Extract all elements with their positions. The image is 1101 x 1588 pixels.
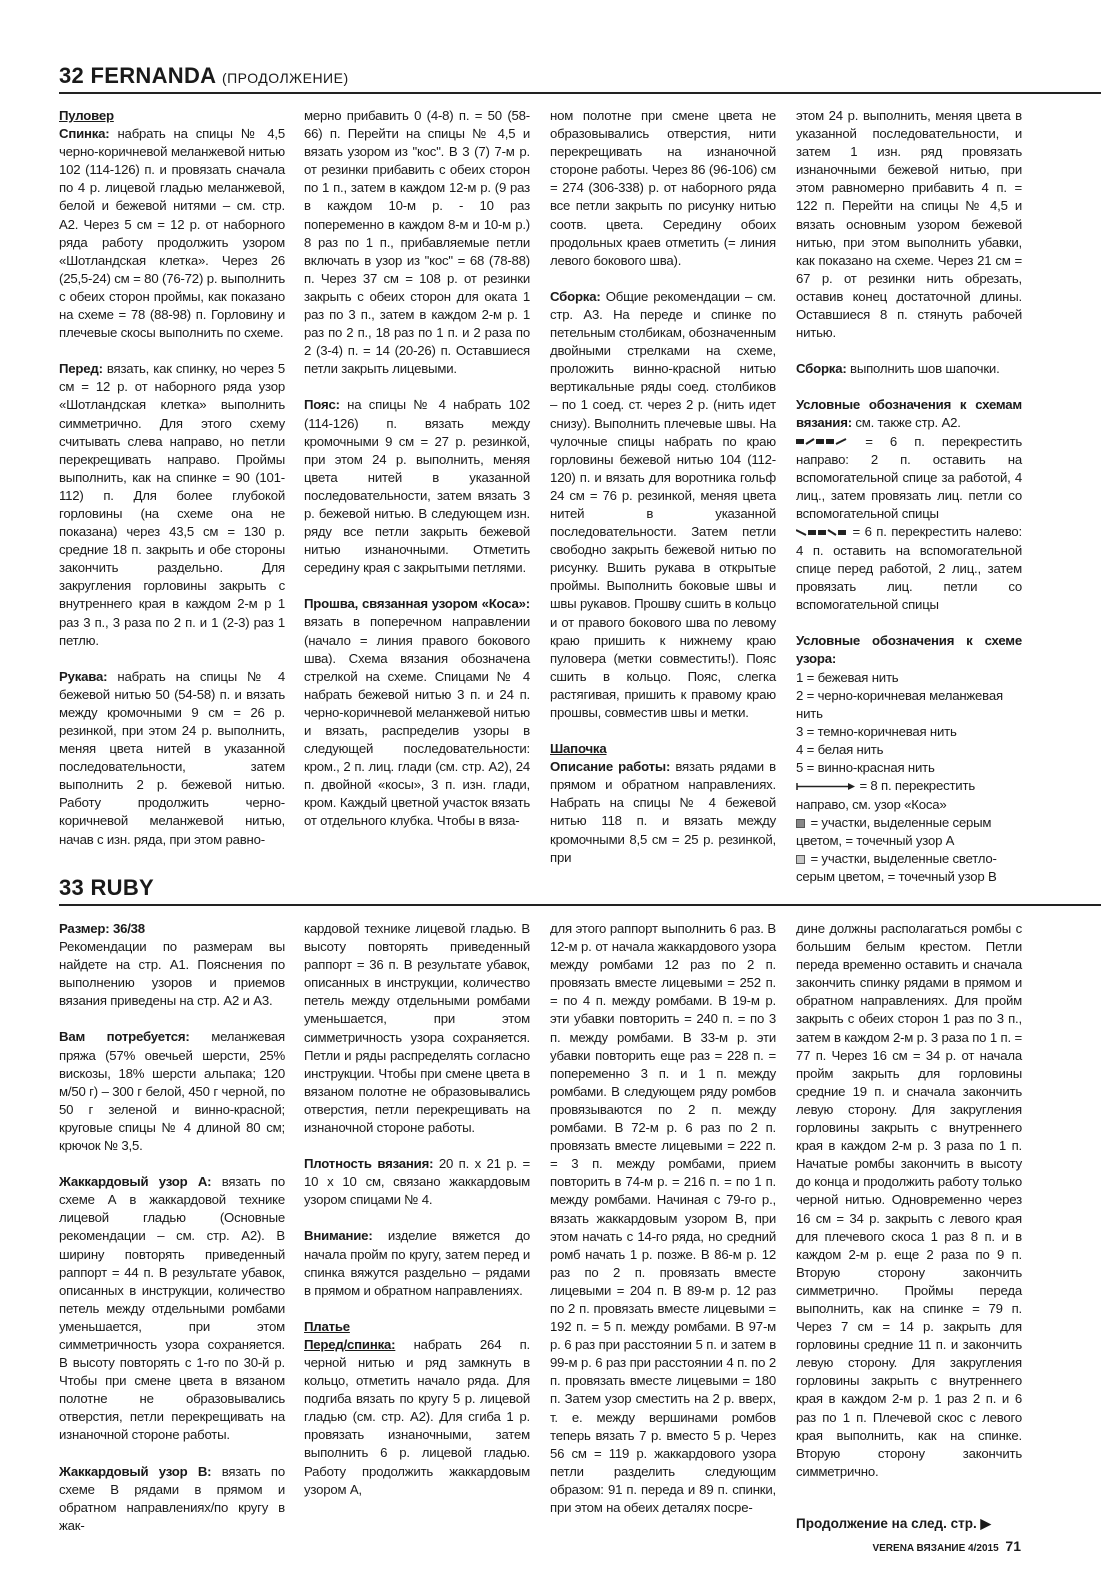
jacquard-a-label: Жаккардовый узор А: (59, 1174, 212, 1190)
s33-column-2 (304, 920, 530, 1517)
hat-continued: этом 24 р. выполнить, меняя цвета в указанной последовательности, и затем 1 изн. ряд провязать изнаночными бежевой нитью, при этом равномерно прибавить 4 п. = 122 п. Перейти на спицы № 4,5 и вязать основным узором бежевой нитью, при этом выполнить убавки, как показано на схеме. Через 21 см = 67 р. от резинки нить обрезать, оставив конец достаточной длины. Оставшиеся 8 п. стянуть рабочей нитью. (796, 108, 1022, 341)
section-header-32 (59, 64, 1101, 94)
need-text: меланжевая пряжа (57% овечьей шерсти, 25% вискозы, 18% шерсти альпака; 120 м/50 г) – 300 г белой, 450 г черной, по 50 г зеленой и винно-красной; круговые спицы № 4 длиной 80 см; крючок № 3,5. (59, 1029, 285, 1154)
front-label: Перед: (59, 361, 103, 377)
page-footer (872, 1538, 1021, 1554)
magazine-name: VERENA ВЯЗАНИЕ 4/2015 (872, 1543, 999, 1554)
sleeves-label: Рукава: (59, 668, 108, 684)
dress-continued-2: дине должны располагаться ромбы с большим белым крестом. Петли переда временно оставить и сначала закончить спинку рядами в прямом и обратном направлениях. Для пройм закрыть с обеих сторон 1 раз по 3 п., затем в каждом 2-м р. 3 раза по 1 п. = 77 п. Через 16 см = 34 р. от начала пройм закрыть для горловины средние 19 п. и сначала закончить левую сторону. Для закругления горловины закрыть с внутреннего края в каждом 2-м р. 3 раза по 1 п. Начатые ромбы закончить в высоту до конца и продолжить работу только черной нитью. Одновременно через 16 см = 34 р. закрыть с левого края для плечевого скоса 1 раз 8 п. и в каждом 2-м р. еще 2 раза по 9 п. Вторую сторону закончить симметрично. Проймы переда выполнить, как на спинке = 79 п. Через 7 см = 14 р. закрыть для горловины средние 11 п. и закончить левую сторону. Для закругления горловины закрыть с внутреннего края в каждом 2-м р. 1 раз 2 п. и 6 раз по 1 п. Плечевой скос с левого края выполнить, как на спинке. Вторую сторону закончить симметрично. (796, 921, 1022, 1479)
jacquard-a-text: вязать по схеме А в жаккардовой технике лицевой гладью (Основные рекомендации – см. стр. А2). В ширину повторять приведенный раппорт = 44 п. В результате убавок, описанных в инструкции, количество петель между отдельными ромбами уменьшается, при этом симметричность узора сохраняется. В высоту повторять с 1-го по 30-й р. Чтобы при смене цвета в вязаном полотне не образовывались отверстия, петли перекрещивать на изнаночной стороне работы. (59, 1174, 285, 1443)
jacquard-b-text: вязать по схеме В рядами в прямом и обратном направлениях/по кругу в жак- (59, 1463, 285, 1533)
belt-label: Пояс: (304, 397, 340, 413)
s33-column-3 (550, 920, 776, 1535)
assembly2-label: Сборка: (796, 361, 847, 377)
dress-continued: для этого раппорт выполнить 6 раз. В 12-м р. от начала жаккардового узора между ромбами 12 раз по 2 п. провязать вместе лицевыми = 252 п. = по 4 п. между ромбами. В 19-м р. эти убавки повторить = 240 п. = по 3 п. между ромбами. В 33-м р. эти убавки повторить еще раз = 228 п. = попеременно 3 п. и 1 п. между ромбами. В следующем ряду ромбов провязываются по 2 п. между ромбами. В 72-м р. 6 раз по 2 п. провязать вместе лицевыми = 222 п. = 3 п. между ромбами, прием повторить в 74-м р. = 216 п. = по 1 п. между ромбами. Начиная с 79-го р., вязать жаккардовым узором В, при этом начать с 14-го ряда, но средний ромб начать 1 р. позже. В 86-м р. 12 раз по 2 п. провязать вместе лицевыми = 204 п. В 89-м р. 12 раз по 2 п. провязать вместе лицевыми = 192 п. = 5 п. между ромбами. В 97-м р. 6 раз при расстоянии 5 п. и затем в 99-м р. 6 раз при расстоянии 4 п. по 2 п. провязать вместе лицевыми = 180 п. Затем узор сместить на 2 р. вверх, т. е. между вершинами ромбов теперь вязать 7 р. вместо 5 р. Через 56 см = 119 р. жаккардового узора петли разделить следующим образом: 91 п. переда и 89 п. спинки, при этом на обеих деталях посре- (550, 921, 776, 1515)
cable-cross-left-icon (796, 524, 848, 542)
hat-label: Описание работы: (550, 759, 671, 775)
s32-column-3 (550, 107, 776, 885)
light-gray-square-icon (796, 855, 805, 864)
legend2-label: Условные обозначения к схеме узора: (796, 633, 1022, 667)
continue-link: Продолжение на след. стр. ▶ (796, 1516, 991, 1531)
page-number: 71 (1005, 1538, 1021, 1554)
legend2-arrow: = 8 п. перекрестить направо, см. узор «Коса» (796, 778, 975, 812)
gray-square-icon (796, 819, 805, 828)
s33-column-4 (796, 920, 1022, 1499)
s32-column-2 (304, 107, 530, 849)
back-text: набрать на спицы № 4,5 черно-коричневой меланжевой нитью 102 (114-126) п. и провязать сначала по 4 р. лицевой гладью меланжевой, белой и бежевой нитями – см. стр. А2. Через 5 см = 12 р. от наборного ряда работу продолжить узором «Шотландская клетка». Через 26 (25,5-24) см = 80 (76-72) р. выполнить с обеих сторон проймы, как показано на схеме = 78 (88-98) п. Горловину и плечевые скосы выполнить по схеме. (59, 126, 285, 341)
heading-pullover: Пуловер (59, 108, 114, 123)
strip-continued: ном полотне при смене цвета не образовывались отверстия, нити перекрещивать на изнаночной стороне работы. Через 86 (96-106) см = 274 (306-338) р. от наборного ряда все петли закрыть по рисунку нитью соотв. цвета. Середину обоих продольных краев отметить (= линия левого бокового шва). (550, 108, 776, 268)
front-text: вязать, как спинку, но через 5 см = 12 р. от наборного ряда узор «Шотландская клетка» выполнить симметрично. Для этого схему считывать слева направо, но петли перекрещивать направо. Проймы выполнить, как на спинке = 90 (101-112) п. Для более глубокой горловины (на схеме она не показана) через 43,5 см = 130 р. средние 18 п. закрыть и обе стороны закончить раздельно. Для закругления горловины закрыть с внутреннего края в каждом 2-м р 1 раз 3 п., 3 раза по 2 п. и 1 (2-3) раз 1 петлю. (59, 361, 285, 648)
sleeves-text: набрать на спицы № 4 бежевой нитью 50 (54-58) п. и вязать между кромочными 9 см = 26 р. резинкой, при этом 24 р. выполнить, меняя цвета нитей в указанной последовательности, затем выполнить 2 р. бежевой нитью. Работу продолжить черно-коричневой меланжевой нитью, начав с изн. ряда, при этом равно- (59, 668, 285, 847)
sleeves-continued: мерно прибавить 0 (4-8) п. = 50 (58-66) п. Перейти на спицы № 4,5 и вязать узором из "кос". В 3 (7) 7-м р. от резинки прибавить с обеих сторон по 1 п., затем в каждом 12-м р. (9 раз в каждом 10-м р. - 10 раз попеременно в каждом 8-м и 10-м р.) 8 раз по 1 п., прибавляемые петли включать в узор из "кос" = 68 (78-88) п. Через 37 см = 108 р. от резинки закрыть с обеих сторон для оката 1 раз по 3 п., затем в каждом 2-м р. 1 раз по 2 п., 18 раз по 1 п. и 2 раза по 2 (3-4) п. = 14 (20-26) п. Оставшиеся петли закрыть лицевыми. (304, 108, 530, 377)
section-title: 33 RUBY (59, 875, 155, 900)
size-text: Рекомендации по размерам вы найдете на стр. А1. Пояснения по выполнению узоров и приемов вязания приведены на стр. А2 и А3. (59, 939, 285, 1009)
strip-label: Прошва, связанная узором «Коса»: (304, 596, 530, 612)
section-header-33 (59, 876, 1101, 906)
strip-text: вязать в поперечном направлении (начало = линия правого бокового шва). Схема вязания обозначена стрелкой на схеме. Спицами № 4 набрать бежевой нитью 3 п. и 24 п. черно-коричневой меланжевой нитью и вязать, распределив узоры в следующей последовательности: кром., 2 п. лиц. глади (см. стр. А2), 24 п. двойной «косы», 3 п. изн. глади, кром. Каждый цветной участок вязать от отдельного клубка. Чтобы в вяза- (304, 614, 530, 829)
legend2-light: = участки, выделенные светло-серым цветом, = точечный узор В (796, 850, 997, 885)
assembly-label: Сборка: (550, 288, 601, 304)
front-back-text: набрать 264 п. черной нитью и ряд замкнуть в кольцо, отметить начало ряда. Для подгиба вязать по кругу 5 р. лицевой гладью (см. стр. А2). Для сгиба 1 р. провязать изнаночными, затем выполнить 6 р. лицевой гладью. Работу продолжить жаккардовым узором А, (304, 1336, 530, 1497)
heading-hat: Шапочка (550, 741, 607, 757)
belt-text: на спицы № 4 набрать 102 (114-126) п. вязать между кромочными 9 см = 27 р. резинкой, при этом 24 р. выполнить, меняя цвета нитей в указанной последовательности, затем вязать 3 р. бежевой нитью. В следующем изн. ряду все петли закрыть бежевой нитью изнаночными. Отметить середину края с закрытыми петлями. (304, 397, 530, 576)
cable-cross-right-icon (796, 433, 848, 451)
legend1-label: Условные обозначения к схемам вязания: (796, 397, 1022, 431)
need-label: Вам потребуется: (59, 1029, 190, 1045)
jacquard-b-continued: кардовой технике лицевой гладью. В высоту повторять приведенный раппорт = 36 п. В результате убавок, описанных в инструкции, количество петель между отдельными ромбами уменьшается, при этом симметричность узора сохраняется. Петли и ряды распределять согласно инструкции. Чтобы при смене цвета в вязаном полотне не образовывались отверстия, петли перекрещивать на изнаночной стороне работы. (304, 921, 530, 1136)
assembly-text: Общие рекомендации – см. стр. А3. На переде и спинке по петельным столбикам, обозначенным двойными стрелками на схеме, проложить винно-красной нитью вертикальные ряды соед. столбиков – по 1 соед. ст. через 2 р. (нить идет снизу). Выполнить плечевые швы. На чулочные спицы набрать по краю горловины бежевой нитью 104 (112-120) п. и вязать для воротника гольф 24 см = 76 р. резинкой, меняя цвета нитей в указанной последовательности. Затем петли свободно закрыть бежевой нитью по рисунку. Вшить рукава в открытые проймы. Выполнить боковые швы и швы рукавов. Прошву сшить в кольцо и от правого бокового шва по левому краю пришить к нижнему краю пуловера (метки совместить!). Пояс сшить в кольцо. Пояс, слегка растягивая, пришить к правому краю прошвы, совместив швы и метки. (550, 288, 776, 720)
density-label: Плотность вязания: (304, 1156, 434, 1172)
heading-dress: Платье (304, 1318, 350, 1334)
legend2-item: 4 = белая нить (796, 741, 884, 757)
s32-column-1 (59, 107, 285, 867)
size-label: Размер: 36/38 (59, 921, 145, 936)
legend2-item: 5 = винно-красная нить (796, 760, 935, 776)
legend1-text: см. также стр. А2. (851, 415, 961, 431)
density-text: 20 п. х 21 р. = 10 х 10 см, связано жаккардовым узором спицами № 4. (304, 1156, 530, 1208)
legend2-gray: = участки, выделенные серым цветом, = точечный узор А (796, 814, 992, 848)
legend2-item: 3 = темно-коричневая нить (796, 723, 957, 739)
hat-text: вязать рядами в прямом и обратном направлениях. Набрать на спицы № 4 бежевой нитью 118 п. и вязать между кромочными 8,5 см = 25 р. резинкой, при (550, 759, 776, 865)
jacquard-b-label: Жаккардовый узор В: (59, 1463, 212, 1479)
legend1-item1: = 6 п. перекрестить направо: 2 п. оставить на вспомогательной спице за работой, 4 лиц., затем провязать лиц. петли со вспомогательной спицы (796, 433, 1022, 522)
cable-arrow-icon (796, 778, 856, 796)
legend2-item: 1 = бежевая нить (796, 669, 899, 685)
attention-label: Внимание: (304, 1228, 373, 1244)
attention-text: изделие вяжется до начала пройм по кругу, затем перед и спинка вяжутся раздельно – рядами в прямом и обратном направлениях. (304, 1228, 530, 1298)
front-back-label: Перед/спинка: (304, 1336, 396, 1352)
legend2-item: 2 = черно-коричневая меланжевая нить (796, 687, 1003, 721)
section-title: 32 FERNANDA (59, 63, 216, 88)
section-subtitle: (ПРОДОЛЖЕНИЕ) (221, 70, 349, 86)
s33-column-1 (59, 920, 285, 1553)
assembly2-text: выполнить шов шапочки. (846, 361, 1000, 377)
back-label: Спинка: (59, 126, 110, 142)
legend1-item2: = 6 п. перекрестить налево: 4 п. оставить на вспомогательной спице перед работой, 2 лиц., затем провязать лиц. петли со вспомогательной спицы (796, 524, 1022, 613)
s32-column-4 (796, 107, 1022, 904)
